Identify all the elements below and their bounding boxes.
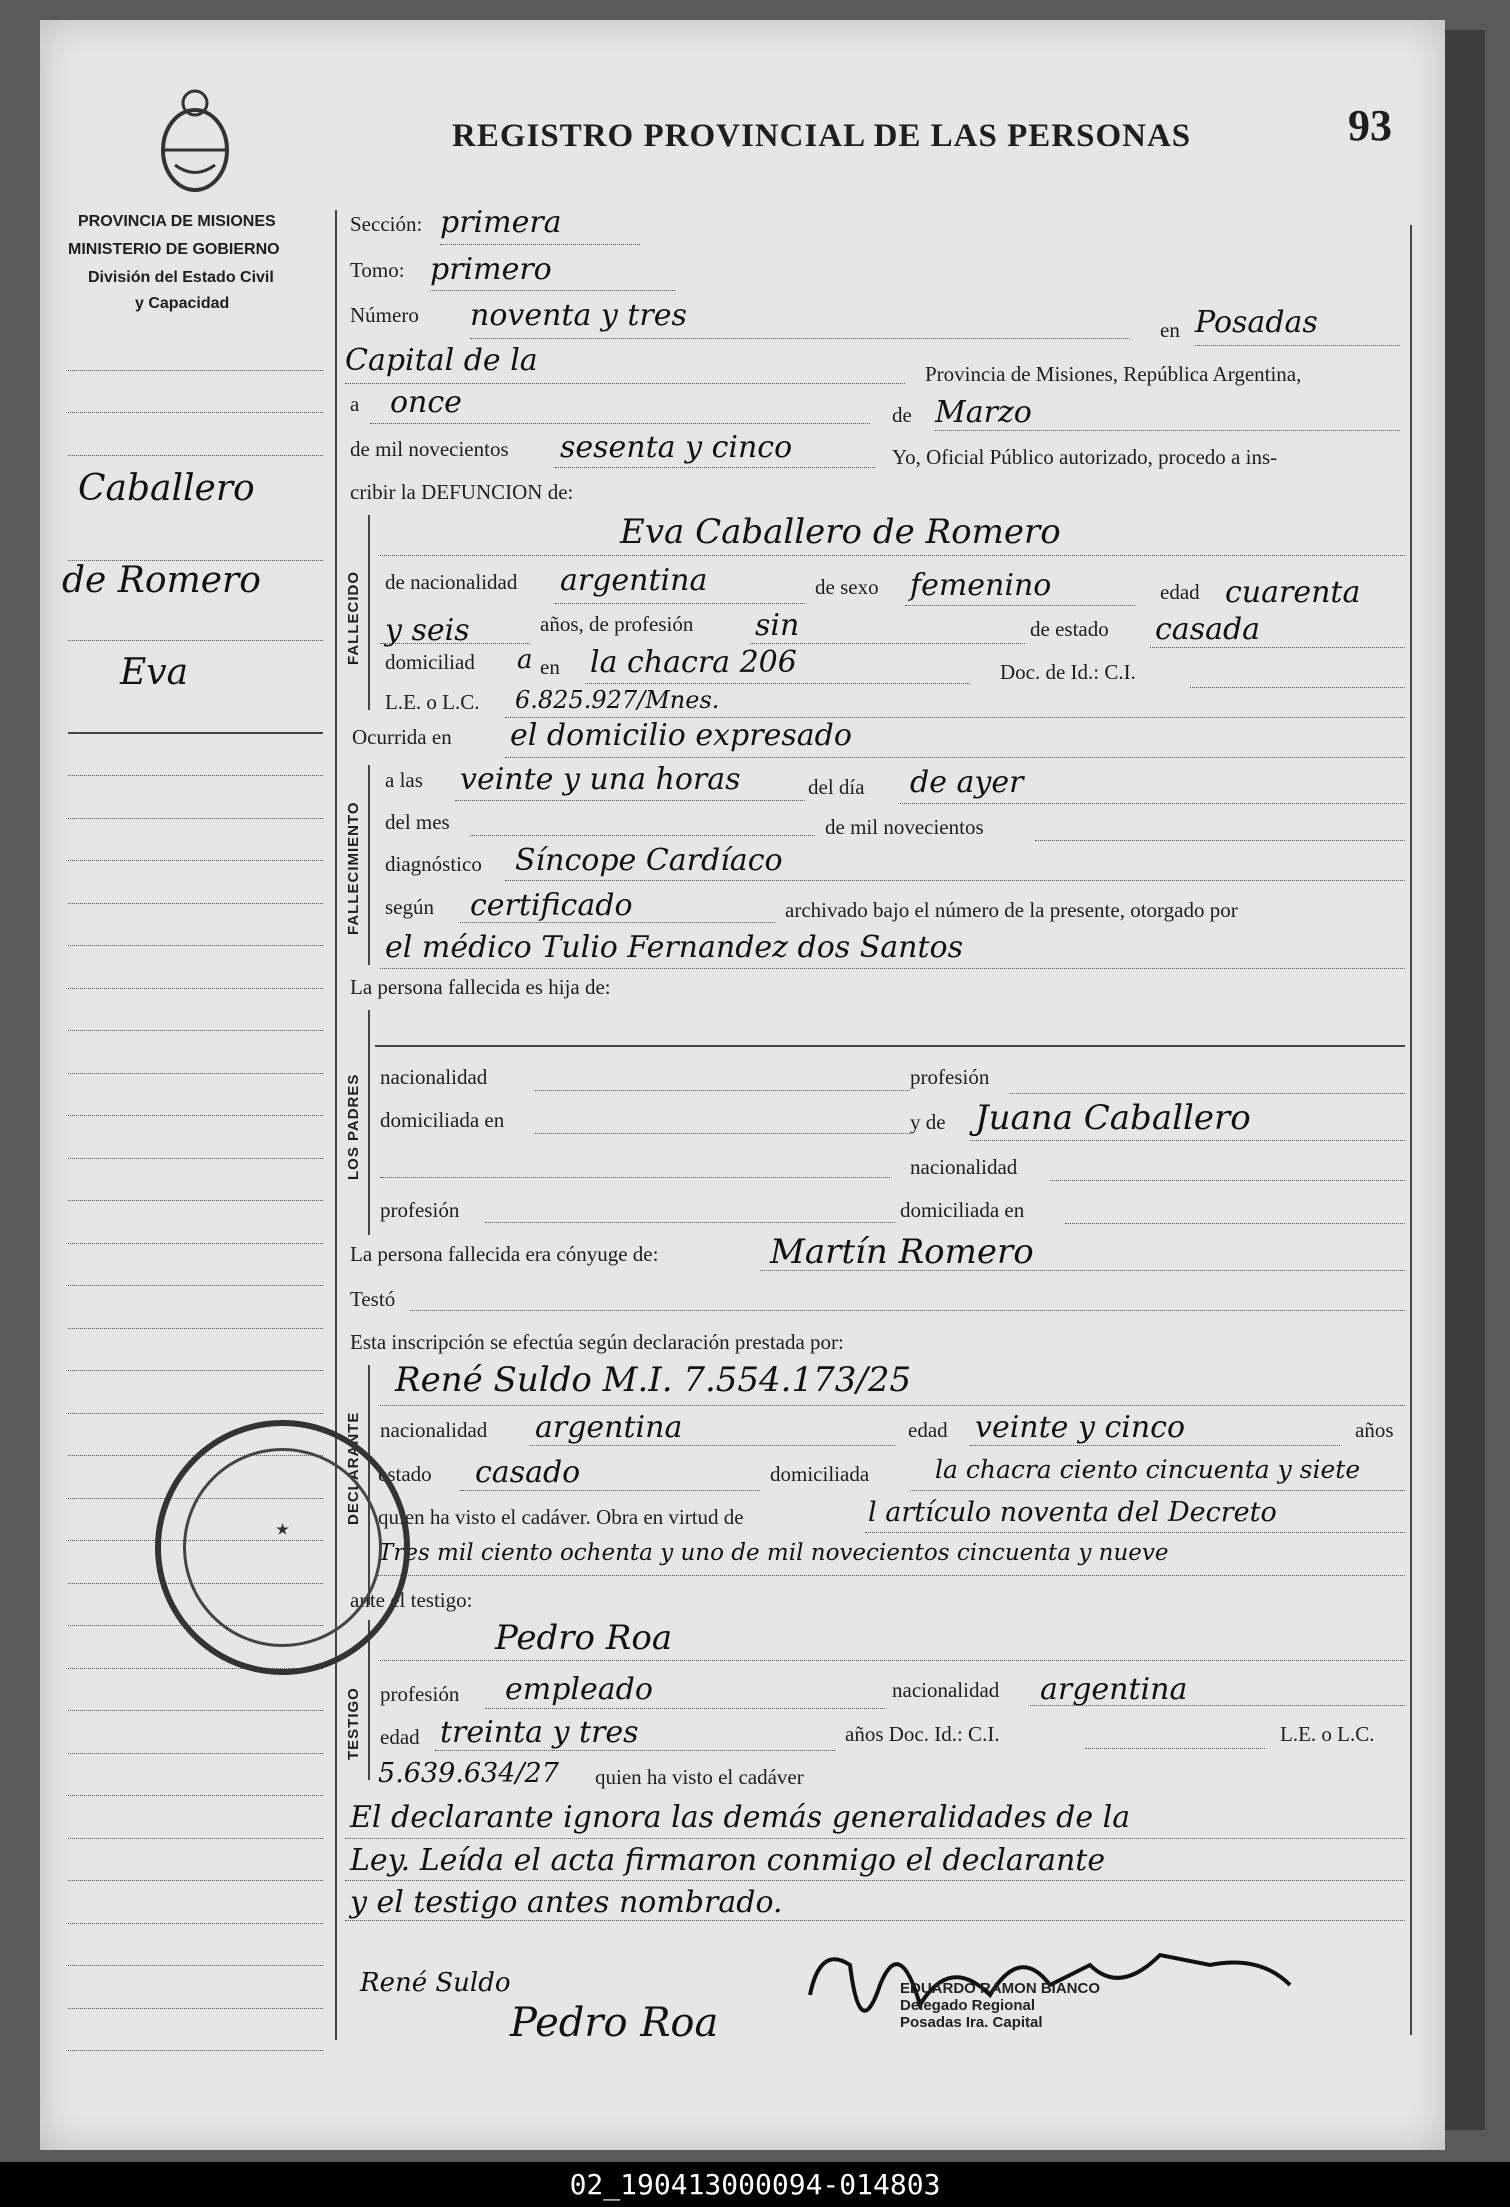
margin-surname-1: Caballero [78,468,255,509]
image-caption: 02_190413000094-014803 [569,2168,941,2201]
province-line-1: PROVINCIA DE MISIONES [78,213,276,230]
deceased-name: Eva Caballero de Romero [620,512,1061,552]
dia-value: de ayer [910,765,1024,800]
segun-label: según [385,895,434,919]
testigo-bracket [368,1620,370,1780]
registry-stamp-inner [183,1448,382,1647]
province-line-3: División del Estado Civil [88,269,274,286]
domiciliad-label: domiciliad [385,650,475,674]
decl-domiciliada-label: domiciliada [770,1462,870,1486]
main-frame-left [335,210,337,2040]
provincia-label: Provincia de Misiones, República Argentina, [925,362,1302,386]
declarante-label: DECLARANTE [345,1411,362,1525]
test-edad-label: edad [380,1725,420,1749]
segun-value: certificado [470,888,633,923]
inscripcion-label: Esta inscripción se efectúa según declaración prestada por: [350,1330,844,1354]
fallecimiento-label: FALLECIMIENTO [345,801,362,935]
testigo-label: TESTIGO [345,1687,362,1760]
a-value: once [390,385,462,420]
test-doc-label: años Doc. Id.: C.I. [845,1722,1000,1746]
estado-label: de estado [1030,617,1109,641]
test-le-lc-label: L.E. o L.C. [1280,1722,1375,1746]
le-lc-label: L.E. o L.C. [385,690,480,714]
hija-de-label: La persona fallecida es hija de: [350,975,611,999]
diagnostico-label: diagnóstico [385,852,482,876]
yo-oficial-label: Yo, Oficial Público autorizado, procedo a ins- [892,445,1278,469]
seal-official-title: Delegado Regional [900,1997,1036,2014]
decl-edad-label: edad [908,1418,948,1442]
decl-estado-label: estado [378,1462,432,1486]
fallecido-label: FALLECIDO [345,571,362,665]
margin-surname-2: de Romero [62,560,261,601]
padres-bracket [368,1010,370,1235]
seccion-label: Sección: [350,212,423,236]
archivado-label: archivado bajo el número de la presente, otorgado por [785,898,1238,922]
conyuge-label: La persona fallecida era cónyuge de: [350,1242,659,1266]
sexo-label: de sexo [815,575,879,599]
edad-label: edad [1160,580,1200,604]
padre-profesion-label: profesión [910,1065,990,1089]
stamp-star-icon: ★ [276,1521,289,1537]
decl-anos-label: años [1355,1418,1394,1442]
ano-value: sesenta y cinco [560,430,793,465]
domicilio-value: la chacra 206 [590,645,797,680]
tomo-label: Tomo: [350,258,405,282]
capital-value: Capital de la [345,343,538,378]
test-quien-ha-visto: quien ha visto el cadáver [595,1765,804,1789]
conyuge-value: Martín Romero [770,1232,1034,1272]
padres-top-rule [375,1045,1405,1047]
numero-value: noventa y tres [470,298,687,333]
declarante-value: René Suldo M.I. 7.554.173/25 [395,1360,912,1400]
nacionalidad-label: de nacionalidad [385,570,518,594]
book-spine [1445,30,1485,2130]
decl-nacionalidad-value: argentina [535,1410,683,1445]
padre-nacionalidad-label: nacionalidad [380,1065,488,1089]
test-profesion-label: profesión [380,1682,460,1706]
a-las-label: a las [385,768,423,792]
le-lc-value: 6.825.927/Mnes. [515,686,720,714]
cribir-label: cribir la DEFUNCION de: [350,480,574,504]
test-nacionalidad-label: nacionalidad [892,1678,1000,1702]
nacionalidad-value: argentina [560,563,708,598]
medico-value: el médico Tulio Fernandez dos Santos [385,930,963,965]
test-edad-value: treinta y tres [440,1715,639,1750]
ante-testigo-label: ante el testigo: [350,1588,473,1612]
province-line-2: MINISTERIO DE GOBIERNO [68,241,280,258]
en-label: en [1160,318,1180,342]
decl-domicilio-value: la chacra ciento cincuenta y siete [935,1455,1361,1484]
anos-profesion-label: años, de profesión [540,612,694,636]
edad2-value: y seis [385,613,470,648]
profesion-value: sin [755,608,800,643]
sexo-value: femenino [910,568,1052,603]
ocurrida-label: Ocurrida en [352,725,452,749]
main-frame-right [1410,225,1412,2035]
y-de-label: y de [910,1110,946,1134]
decl-nacionalidad-label: nacionalidad [380,1418,488,1442]
madre-domiciliada-label: domiciliada en [900,1198,1025,1222]
note-line-3: y el testigo antes nombrado. [350,1885,783,1920]
madre-profesion-label: profesión [380,1198,460,1222]
margin-given-name: Eva [120,652,189,693]
padres-label: LOS PADRES [345,1073,362,1180]
note-line-1: El declarante ignora las demás generalidades de la [350,1800,1131,1835]
en-value: Posadas [1195,305,1318,340]
de-label: de [892,403,912,427]
note-line-2: Ley. Leída el acta firmaron conmigo el declarante [350,1843,1106,1878]
mes-value: Marzo [935,395,1032,430]
edad1-value: cuarenta [1225,575,1361,610]
signature-declarante: René Suldo [360,1968,511,1998]
province-line-4: y Capacidad [135,295,230,312]
mil-novecientos-label: de mil novecientos [825,815,984,839]
madre-nacionalidad-label: nacionalidad [910,1155,1018,1179]
hora-value: veinte y una horas [460,762,741,797]
domicilio-en-label: en [540,655,560,679]
test-profesion-value: empleado [505,1672,653,1707]
de-mil-label: de mil novecientos [350,437,509,461]
tomo-value: primero [430,252,552,287]
seal-official-place: Posadas Ira. Capital [900,2014,1043,2031]
articulo-value: l artículo noventa del Decreto [868,1497,1277,1528]
estado-value: casada [1155,612,1261,647]
coat-of-arms-icon [150,85,240,200]
signature-testigo: Pedro Roa [510,2000,719,2046]
seccion-value: primera [440,205,562,240]
quien-ha-visto-label: quien ha visto el cadáver. Obra en virtud de [378,1505,744,1529]
padre-domiciliada-label: domiciliada en [380,1108,505,1132]
test-nacionalidad-value: argentina [1040,1672,1188,1707]
doc-id-label: Doc. de Id.: C.I. [1000,660,1136,684]
del-dia-label: del día [808,775,865,799]
fallecimiento-bracket [368,765,370,965]
del-mes-label: del mes [385,810,450,834]
page-number: 93 [1348,101,1392,150]
seal-official-name: EDUARDO RAMON BIANCO [900,1980,1100,1997]
ocurrida-value: el domicilio expresado [510,718,852,753]
testigo-value: Pedro Roa [495,1618,673,1658]
official-seal-block [900,1980,1100,2031]
madre-value: Juana Caballero [975,1098,1251,1138]
fallecido-bracket [368,515,370,710]
numero-label: Número [350,303,419,327]
testo-label: Testó [350,1287,396,1311]
registry-stamp [155,1420,410,1675]
decl-estado-value: casado [475,1455,581,1490]
diagnostico-value: Síncope Cardíaco [515,843,783,878]
domiciliada-suffix: a [517,645,533,675]
page-title: REGISTRO PROVINCIAL DE LAS PERSONAS [452,118,1192,154]
test-doc-value: 5.639.634/27 [378,1758,559,1789]
decreto-value: Tres mil ciento ochenta y uno de mil novecientos cincuenta y nueve [378,1540,1169,1566]
decl-edad-value: veinte y cinco [975,1410,1186,1445]
a-label: a [350,392,360,416]
